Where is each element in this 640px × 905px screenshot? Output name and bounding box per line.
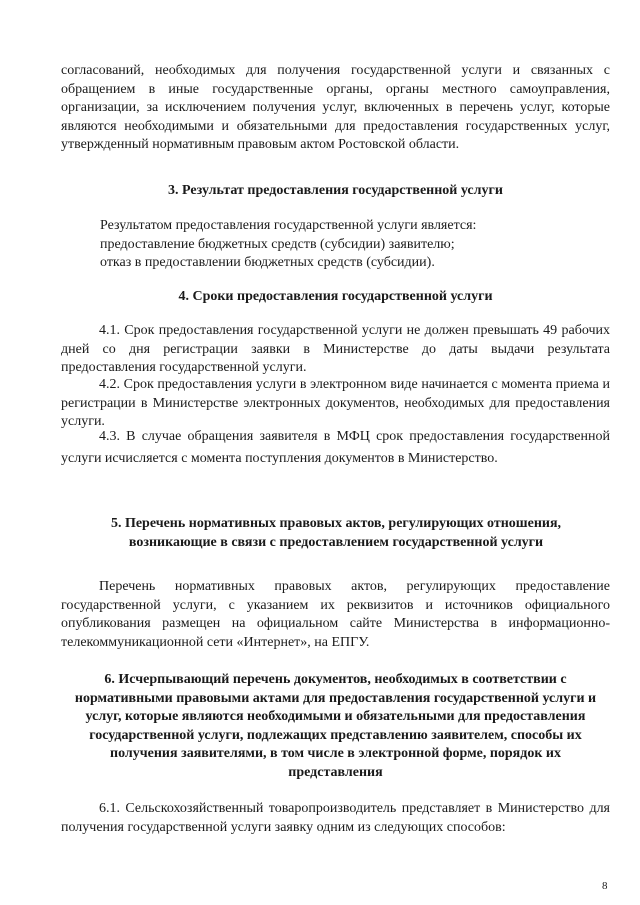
section-5-heading: 5. Перечень нормативных правовых актов, регулирующих отношения, возникающие в связи с предоставлением государственной услуги: [110, 516, 562, 550]
section-3-line-2: предоставление бюджетных средств (субсидии) заявителю;: [100, 237, 455, 252]
section-6-heading: 6. Исчерпывающий перечень документов, необходимых в соответствии с нормативными правовыми актами для предоставления государственной услуги и услуг, которые являются необходимыми и обязательными для предоставления государственной услуги, подлежащих представлению заявителем, способы их получения заявителями, в том числе в электронной форме, порядок их представления: [74, 672, 597, 780]
section-3-line-3: отказ в предоставлении бюджетных средств (субсидии).: [100, 255, 435, 270]
section-3-heading: 3. Результат предоставления государственной услуги: [168, 183, 503, 198]
section-4-paragraph-1: 4.1. Срок предоставления государственной услуги не должен превышать 49 рабочих дней со дня регистрации заявки в Министерстве до даты выдачи результата предоставления государственной услуги.: [61, 323, 610, 375]
section-4-heading: 4. Сроки предоставления государственной услуги: [178, 289, 493, 304]
section-6-paragraph-1: 6.1. Сельскохозяйственный товаропроизводитель представляет в Министерство для получения государственной услуги заявку одним из следующих способов:: [61, 801, 610, 835]
section-4-paragraph-3: 4.3. В случае обращения заявителя в МФЦ срок предоставления государственной услуги исчисляется с момента поступления документов в Министерство.: [61, 429, 610, 466]
intro-paragraph: согласований, необходимых для получения государственной услуги и связанных с обращением в иные государственные органы, органы местного самоуправления, организации, за исключением получения услуг, включенных в перечень услуг, которые являются необходимыми и обязательными для предоставления государственных услуг, утвержденный нормативным правовым актом Ростовской области.: [61, 63, 610, 152]
page-number: 8: [602, 880, 608, 892]
section-3-line-1: Результатом предоставления государственной услуги является:: [100, 218, 477, 233]
section-4-paragraph-2: 4.2. Срок предоставления услуги в электронном виде начинается с момента приема и регистрации в Министерстве электронных документов, необходимых для предоставления услуги.: [61, 377, 610, 429]
section-5-paragraph-1: Перечень нормативных правовых актов, регулирующих предоставление государственной услуги, с указанием их реквизитов и источников официального опубликования размещен на официальном сайте Министерства в информационно-телекоммуникационной сети «Интернет», на ЕПГУ.: [61, 579, 610, 650]
